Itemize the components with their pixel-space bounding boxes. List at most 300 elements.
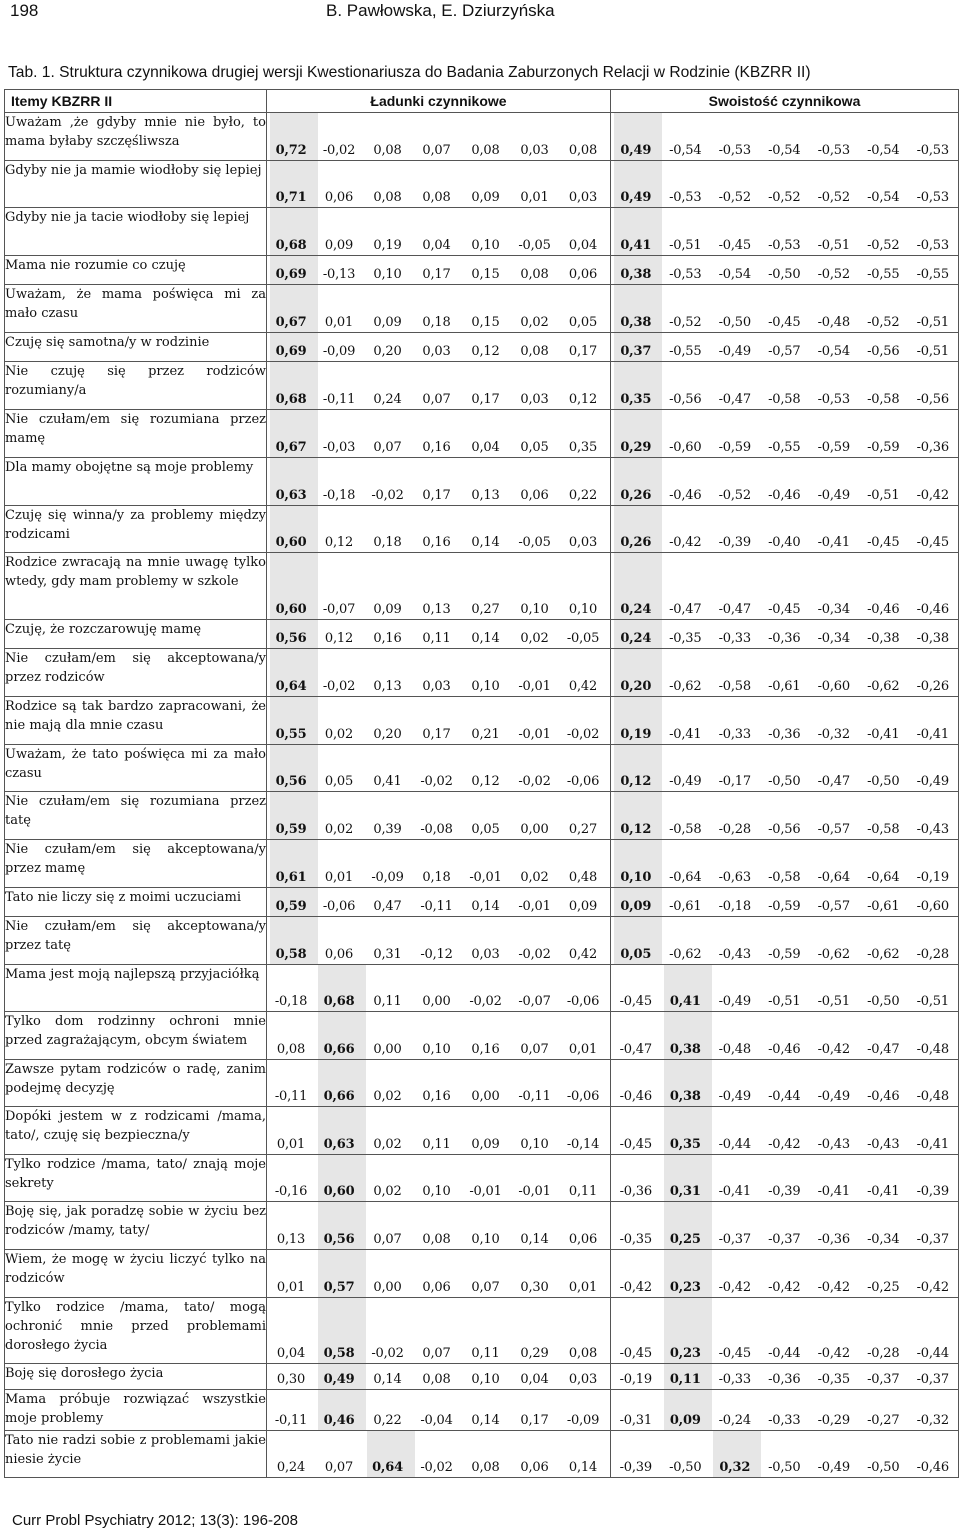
loading-value: 0,06 (324, 947, 354, 962)
eigen-value: -0,48 (916, 1042, 949, 1057)
eigen-value: -0,49 (718, 1089, 751, 1104)
eigen-value: -0,55 (669, 344, 702, 359)
loadings-cell (267, 745, 611, 792)
loading-value: 0,68 (323, 994, 355, 1009)
loading-value: 0,60 (323, 1184, 355, 1199)
loading-value: -0,09 (322, 344, 356, 359)
eigen-value: -0,61 (669, 899, 702, 914)
loading-value: 0,09 (324, 238, 354, 253)
loading-value: 0,49 (323, 1372, 355, 1387)
loadings-cell (267, 1012, 611, 1060)
item-text: Nie czułam/em się akceptowana/y przez mamę (5, 840, 267, 888)
loading-value: 0,11 (422, 1137, 451, 1152)
item-text: Czuję, że rozczarowuję mamę (5, 620, 267, 649)
loading-value: 0,30 (520, 1280, 549, 1295)
loading-value: 0,10 (471, 679, 500, 694)
loadings-cell (267, 256, 611, 285)
loadings-cell (267, 208, 611, 256)
eigen-value: -0,43 (867, 1137, 900, 1152)
table-row (5, 697, 959, 745)
loading-value: 0,02 (520, 631, 549, 646)
eigen-values (611, 142, 958, 160)
loading-value: 0,08 (276, 1042, 306, 1057)
loading-value: 0,16 (373, 631, 402, 646)
eigen-value: 0,12 (620, 822, 652, 837)
eigen-value: -0,50 (867, 1460, 900, 1475)
loadings-cell (267, 1364, 611, 1390)
eigen-value: -0,55 (916, 267, 949, 282)
loading-value: 0,16 (422, 535, 451, 550)
loadings-values (267, 1412, 610, 1430)
loadings-cell (267, 1390, 611, 1431)
loading-value: 0,58 (275, 947, 307, 962)
loading-value: 0,05 (568, 315, 598, 330)
eigen-value: -0,53 (916, 190, 949, 205)
eigen-value: 0,26 (620, 535, 652, 550)
eigen-value: -0,52 (718, 190, 751, 205)
eigen-value: -0,35 (817, 1372, 850, 1387)
eigen-values (611, 898, 958, 916)
eigen-value: 0,20 (620, 679, 652, 694)
eigen-value: -0,53 (817, 143, 850, 158)
eigen-value: -0,37 (718, 1232, 751, 1247)
eigen-value: -0,64 (669, 870, 702, 885)
eigen-value: 0,26 (620, 488, 652, 503)
loading-value: 0,02 (324, 822, 354, 837)
eigen-value: -0,58 (718, 679, 751, 694)
loadings-values (267, 314, 610, 332)
item-text: Uważam, że mama poświęca mi za mało czasu (5, 285, 267, 333)
eigen-value: 0,38 (620, 267, 652, 282)
table-row (5, 333, 959, 362)
table-row (5, 1202, 959, 1250)
table-row (5, 965, 959, 1012)
eigen-value: -0,59 (718, 440, 751, 455)
eigen-value: -0,46 (768, 488, 801, 503)
loading-value: 0,04 (520, 1372, 549, 1387)
eigen-value: -0,41 (718, 1184, 751, 1199)
eigen-value: -0,42 (718, 1280, 751, 1295)
item-text: Nie czułam/em się rozumiana przez tatę (5, 792, 267, 840)
table-row (5, 792, 959, 840)
header-eigen: Swoistość czynnikowa (611, 90, 959, 113)
eigen-value: -0,62 (669, 947, 702, 962)
loading-value: 0,17 (422, 267, 451, 282)
running-head-authors: B. Pawłowska, E. Dziurzyńska (326, 1, 555, 20)
eigen-value: -0,39 (768, 1184, 801, 1199)
eigen-cell (611, 792, 959, 840)
eigen-values (611, 1279, 958, 1297)
item-text: Tato nie liczy się z moimi uczuciami (5, 888, 267, 917)
eigen-value: -0,51 (817, 238, 850, 253)
loading-value: 0,10 (373, 267, 402, 282)
loading-value: 0,00 (520, 822, 549, 837)
loading-value: 0,07 (324, 1460, 354, 1475)
item-text: Tylko dom rodzinny ochroni mnie przed zagrażającym, obcym światem (5, 1012, 267, 1060)
item-text: Rodzice są tak bardzo zapracowani, że nie mają dla mnie czasu (5, 697, 267, 745)
loading-value: 0,06 (568, 1232, 598, 1247)
loading-value: 0,17 (422, 727, 451, 742)
eigen-values (611, 343, 958, 361)
eigen-value: -0,46 (916, 1460, 949, 1475)
loading-value: -0,01 (518, 727, 551, 742)
eigen-value: -0,36 (916, 440, 949, 455)
eigen-cell (611, 1390, 959, 1431)
loadings-values (267, 266, 610, 284)
loading-value: 0,01 (324, 870, 354, 885)
eigen-value: -0,58 (669, 822, 702, 837)
eigen-value: -0,45 (867, 535, 900, 550)
loading-value: 0,30 (276, 1372, 306, 1387)
eigen-cell (611, 917, 959, 965)
loading-value: 0,20 (373, 344, 402, 359)
table-row (5, 161, 959, 208)
eigen-value: 0,09 (620, 899, 652, 914)
eigen-value: 0,10 (620, 870, 652, 885)
eigen-value: -0,49 (817, 488, 850, 503)
loading-value: 0,01 (276, 1280, 306, 1295)
eigen-value: -0,43 (916, 822, 949, 837)
table-row (5, 620, 959, 649)
loadings-values (267, 237, 610, 255)
loading-value: 0,02 (373, 1184, 402, 1199)
loading-value: 0,00 (373, 1042, 402, 1057)
eigen-values (611, 534, 958, 552)
loading-value: 0,14 (471, 631, 500, 646)
loading-value: 0,47 (373, 899, 402, 914)
item-text: Uważam ,że gdyby mnie nie było, to mama byłaby szczęśliwsza (5, 113, 267, 161)
eigen-value: -0,61 (768, 679, 801, 694)
eigen-value: 0,24 (620, 631, 652, 646)
eigen-value: 0,38 (620, 315, 652, 330)
loading-value: 0,07 (373, 440, 402, 455)
eigen-values (611, 237, 958, 255)
loadings-cell (267, 917, 611, 965)
eigen-value: -0,45 (768, 315, 801, 330)
loading-value: -0,02 (322, 143, 356, 158)
eigen-value: -0,53 (669, 190, 702, 205)
loadings-cell (267, 161, 611, 208)
eigen-value: -0,50 (867, 774, 900, 789)
loading-value: 0,13 (422, 602, 451, 617)
loading-value: 0,03 (520, 143, 549, 158)
item-text: Nie czułam/em się akceptowana/y przez tatę (5, 917, 267, 965)
eigen-value: -0,63 (718, 870, 751, 885)
loadings-cell (267, 553, 611, 620)
eigen-cell (611, 1364, 959, 1390)
loading-value: 0,19 (373, 238, 402, 253)
loading-value: -0,04 (420, 1413, 453, 1428)
item-text: Czuję się winna/y za problemy między rodzicami (5, 506, 267, 553)
eigen-values (611, 773, 958, 791)
item-text: Uważam, że tato poświęca mi za mało czasu (5, 745, 267, 792)
loading-value: 0,14 (568, 1460, 598, 1475)
loading-value: 0,04 (276, 1346, 306, 1361)
loading-value: 0,12 (471, 344, 500, 359)
loading-value: 0,07 (373, 1232, 402, 1247)
eigen-value: -0,48 (718, 1042, 751, 1057)
eigen-value: -0,36 (768, 727, 801, 742)
loadings-values (267, 869, 610, 887)
eigen-cell (611, 840, 959, 888)
eigen-value: -0,47 (718, 602, 751, 617)
eigen-cell (611, 965, 959, 1012)
table-row (5, 506, 959, 553)
loadings-values (267, 1136, 610, 1154)
loading-value: 0,07 (520, 1042, 549, 1057)
eigen-value: -0,51 (916, 344, 949, 359)
eigen-values (611, 678, 958, 696)
page-number: 198 (10, 1, 39, 20)
item-text: Nie czułam/em się akceptowana/y przez rodziców (5, 649, 267, 697)
eigen-cell (611, 1107, 959, 1155)
item-text: Czuję się samotna/y w rodzinie (5, 333, 267, 362)
eigen-value: -0,36 (619, 1184, 652, 1199)
loading-value: 0,56 (323, 1232, 355, 1247)
eigen-value: -0,37 (916, 1372, 949, 1387)
loading-value: 0,71 (275, 190, 307, 205)
eigen-values (611, 726, 958, 744)
loadings-cell (267, 1060, 611, 1107)
loading-value: 0,03 (568, 190, 598, 205)
loading-value: 0,08 (471, 143, 500, 158)
eigen-values (611, 266, 958, 284)
eigen-value: -0,56 (768, 822, 801, 837)
loading-value: 0,10 (520, 1137, 549, 1152)
loading-value: 0,10 (471, 1232, 500, 1247)
eigen-values (611, 946, 958, 964)
loading-value: 0,24 (373, 392, 402, 407)
loadings-cell (267, 362, 611, 410)
loading-value: 0,08 (568, 143, 598, 158)
loadings-cell (267, 1202, 611, 1250)
page-header (8, 0, 952, 24)
eigen-value: -0,46 (669, 488, 702, 503)
eigen-value: 0,29 (620, 440, 652, 455)
loading-value: -0,02 (371, 1346, 404, 1361)
eigen-value: -0,45 (916, 535, 949, 550)
loading-value: 0,08 (520, 267, 549, 282)
loading-value: 0,08 (520, 344, 549, 359)
eigen-cell (611, 1155, 959, 1202)
loading-value: 0,67 (275, 440, 307, 455)
loading-value: -0,02 (518, 947, 551, 962)
eigen-value: -0,57 (817, 899, 850, 914)
loading-value: -0,07 (322, 602, 356, 617)
loading-value: 0,13 (471, 488, 500, 503)
loading-value: -0,07 (518, 994, 551, 1009)
loading-value: -0,13 (322, 267, 356, 282)
loading-value: -0,03 (322, 440, 356, 455)
eigen-value: -0,31 (619, 1413, 652, 1428)
item-text: Tylko rodzice /mama, tato/ znają moje sekrety (5, 1155, 267, 1202)
loading-value: 0,14 (373, 1372, 402, 1387)
eigen-value: 0,38 (669, 1042, 701, 1057)
eigen-values (611, 1183, 958, 1201)
eigen-value: -0,42 (768, 1137, 801, 1152)
eigen-value: -0,47 (867, 1042, 900, 1057)
eigen-value: -0,26 (916, 679, 949, 694)
loading-value: -0,14 (566, 1137, 600, 1152)
eigen-value: -0,51 (669, 238, 702, 253)
eigen-value: -0,54 (817, 344, 850, 359)
item-text: Mama jest moją najlepszą przyjaciółką (5, 965, 267, 1012)
eigen-values (611, 601, 958, 619)
eigen-value: -0,49 (669, 774, 702, 789)
loading-value: 0,09 (471, 190, 500, 205)
eigen-cell (611, 1060, 959, 1107)
eigen-values (611, 630, 958, 648)
loading-value: 0,56 (275, 774, 307, 789)
eigen-value: -0,41 (916, 727, 949, 742)
eigen-value: -0,40 (768, 535, 801, 550)
loading-value: 0,04 (568, 238, 598, 253)
loading-value: 0,10 (422, 1042, 451, 1057)
eigen-value: -0,42 (817, 1042, 850, 1057)
eigen-cell (611, 745, 959, 792)
loadings-cell (267, 410, 611, 458)
loading-value: 0,01 (568, 1280, 598, 1295)
table-row (5, 1012, 959, 1060)
loading-value: 0,13 (276, 1232, 306, 1247)
eigen-value: -0,28 (867, 1346, 900, 1361)
loading-value: -0,06 (566, 994, 600, 1009)
loading-value: 0,15 (471, 315, 500, 330)
eigen-values (611, 1088, 958, 1106)
eigen-cell (611, 161, 959, 208)
loading-value: 0,03 (471, 947, 500, 962)
eigen-value: -0,18 (718, 899, 751, 914)
eigen-value: -0,38 (867, 631, 900, 646)
eigen-values (611, 439, 958, 457)
loading-value: 0,07 (422, 143, 451, 158)
loadings-cell (267, 840, 611, 888)
loading-value: 0,16 (422, 440, 451, 455)
loading-value: 0,17 (471, 392, 500, 407)
table-row (5, 458, 959, 506)
loading-value: -0,02 (322, 679, 356, 694)
table-row (5, 553, 959, 620)
loading-value: 0,01 (568, 1042, 598, 1057)
table-row (5, 1155, 959, 1202)
loading-value: 0,55 (275, 727, 307, 742)
table-row (5, 208, 959, 256)
eigen-value: -0,52 (817, 267, 850, 282)
eigen-value: -0,48 (916, 1089, 949, 1104)
eigen-cell (611, 553, 959, 620)
eigen-value: -0,62 (867, 947, 900, 962)
loadings-values (267, 142, 610, 160)
loading-value: 0,57 (323, 1280, 355, 1295)
eigen-value: -0,49 (817, 1089, 850, 1104)
eigen-value: -0,42 (768, 1280, 801, 1295)
loading-value: 0,17 (520, 1413, 549, 1428)
loading-value: -0,02 (566, 727, 600, 742)
loading-value: 0,05 (324, 774, 354, 789)
loading-value: 0,08 (373, 143, 402, 158)
loading-value: 0,02 (520, 315, 549, 330)
eigen-value: -0,56 (669, 392, 702, 407)
table-row (5, 1431, 959, 1478)
loading-value: 0,09 (568, 899, 598, 914)
eigen-value: -0,53 (817, 392, 850, 407)
eigen-value: -0,45 (619, 1137, 652, 1152)
loading-value: 0,06 (520, 1460, 549, 1475)
eigen-value: -0,36 (768, 1372, 801, 1387)
loading-value: 0,06 (324, 190, 354, 205)
loading-value: 0,05 (520, 440, 549, 455)
loading-value: -0,02 (469, 994, 502, 1009)
loading-value: 0,61 (275, 870, 307, 885)
eigen-values (611, 993, 958, 1011)
loading-value: 0,04 (471, 440, 500, 455)
eigen-value: -0,33 (718, 631, 751, 646)
loading-value: 0,18 (422, 315, 451, 330)
eigen-value: 0,35 (669, 1137, 701, 1152)
loading-value: 0,68 (275, 238, 307, 253)
eigen-cell (611, 256, 959, 285)
loadings-values (267, 678, 610, 696)
eigen-value: -0,41 (817, 535, 850, 550)
eigen-value: -0,44 (768, 1089, 801, 1104)
item-text: Zawsze pytam rodziców o radę, zanim podejmę decyzję (5, 1060, 267, 1107)
loadings-values (267, 487, 610, 505)
eigen-value: -0,34 (817, 631, 850, 646)
loading-value: 0,60 (275, 602, 307, 617)
loading-value: -0,09 (371, 870, 404, 885)
table-row (5, 1364, 959, 1390)
eigen-value: -0,51 (817, 994, 850, 1009)
loading-value: -0,06 (566, 774, 600, 789)
loadings-values (267, 534, 610, 552)
loadings-values (267, 1371, 610, 1389)
loading-value: -0,16 (274, 1184, 308, 1199)
loading-value: 0,66 (323, 1042, 355, 1057)
loading-value: 0,17 (568, 344, 598, 359)
eigen-value: -0,35 (669, 631, 702, 646)
loading-value: -0,02 (518, 774, 551, 789)
loading-value: 0,64 (372, 1460, 403, 1475)
eigen-value: -0,42 (817, 1346, 850, 1361)
loading-value: 0,16 (471, 1042, 500, 1057)
eigen-values (611, 487, 958, 505)
table-row (5, 745, 959, 792)
loadings-values (267, 1231, 610, 1249)
eigen-cell (611, 888, 959, 917)
loading-value: -0,11 (322, 392, 356, 407)
loading-value: 0,01 (324, 315, 354, 330)
eigen-value: -0,45 (718, 1346, 751, 1361)
loadings-cell (267, 1298, 611, 1364)
loading-value: -0,08 (420, 822, 453, 837)
loadings-values (267, 601, 610, 619)
eigen-value: -0,54 (768, 143, 801, 158)
eigen-value: -0,60 (817, 679, 850, 694)
eigen-value: -0,53 (669, 267, 702, 282)
loadings-cell (267, 285, 611, 333)
eigen-value: -0,62 (867, 679, 900, 694)
eigen-value: -0,50 (768, 774, 801, 789)
eigen-cell (611, 285, 959, 333)
eigen-value: -0,25 (867, 1280, 900, 1295)
table-row (5, 256, 959, 285)
item-text: Boję się dorosłego życia (5, 1364, 267, 1390)
eigen-value: -0,51 (916, 994, 949, 1009)
eigen-value: -0,47 (619, 1042, 652, 1057)
loadings-values (267, 1279, 610, 1297)
item-text: Nie czuję się przez rodziców rozumiany/a (5, 362, 267, 410)
loading-value: 0,18 (422, 870, 451, 885)
